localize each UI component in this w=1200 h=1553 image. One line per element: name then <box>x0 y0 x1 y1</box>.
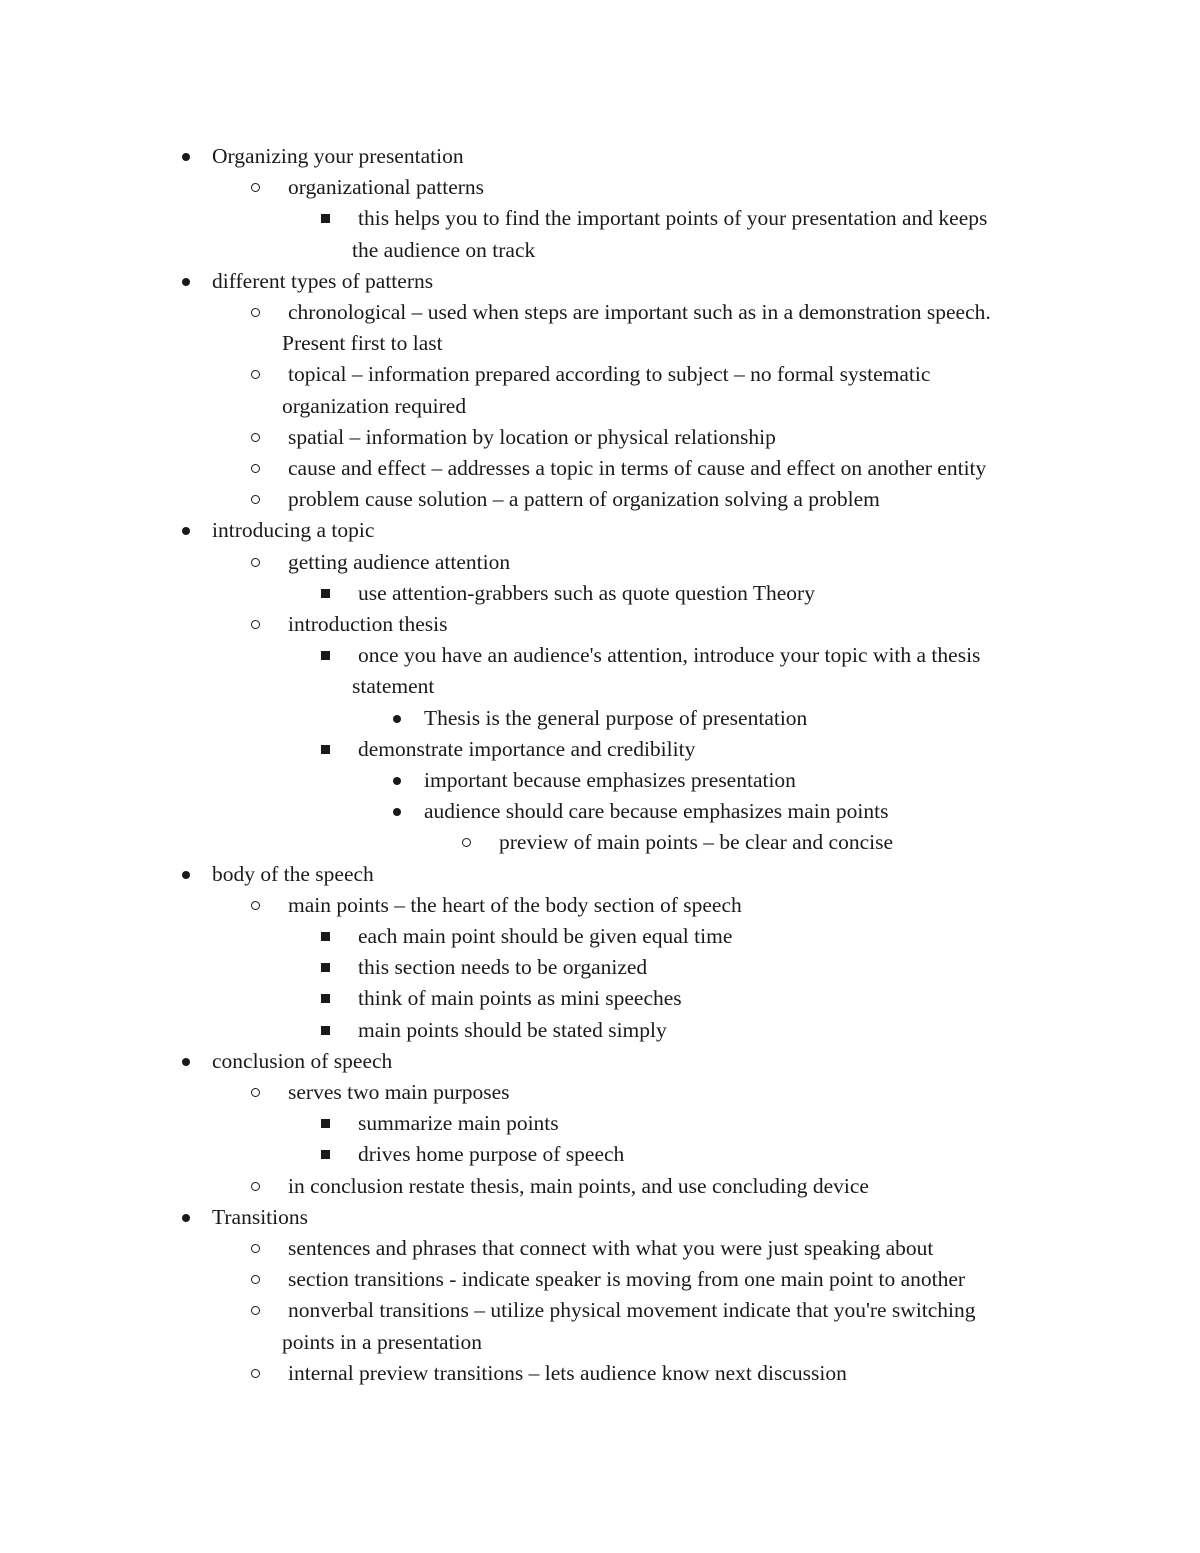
disc-bullet-icon <box>387 796 407 827</box>
outline-item-level-3: drives home purpose of speech <box>358 1142 625 1167</box>
outline-item-level-2: main points – the heart of the body section of speech <box>288 892 742 917</box>
outline-item-level-1: conclusion of speech <box>212 1048 393 1073</box>
outline-item-level-2: section transitions - indicate speaker is moving from one main point to another <box>288 1267 966 1292</box>
circle-bullet-icon <box>246 453 266 484</box>
outline-item-level-2: organizational patterns <box>288 175 485 200</box>
outline-item-level-3: think of main points as mini speeches <box>358 986 682 1011</box>
outline-item-continuation: statement <box>352 674 435 699</box>
square-bullet-icon <box>316 734 336 765</box>
circle-bullet-icon <box>246 609 266 640</box>
circle-bullet-icon <box>457 827 477 858</box>
circle-bullet-icon <box>246 484 266 515</box>
disc-bullet-icon <box>176 1046 196 1077</box>
outline-item-level-2: introduction thesis <box>288 612 448 636</box>
outline-item-continuation: organization required <box>282 393 467 418</box>
outline-item-level-2: topical – information prepared according to subject – no formal systematic <box>288 362 931 387</box>
outline-item-level-5: preview of main points – be clear and concise <box>499 830 894 855</box>
outline-item-level-4: important because emphasizes presentation <box>424 768 796 792</box>
disc-bullet-icon <box>387 703 407 734</box>
disc-bullet-icon <box>176 515 196 546</box>
outline-item-level-2: in conclusion restate thesis, main points, and use concluding device <box>288 1173 869 1198</box>
circle-bullet-icon <box>246 1264 266 1295</box>
outline-item-level-2: nonverbal transitions – utilize physical movement indicate that you're switching <box>288 1298 976 1323</box>
circle-bullet-icon <box>246 547 266 578</box>
outline-item-level-2: internal preview transitions – lets audience know next discussion <box>288 1360 847 1385</box>
outline-item-level-2: sentences and phrases that connect with what you were just speaking about <box>288 1236 934 1260</box>
outline-item-level-3: this section needs to be organized <box>358 955 648 980</box>
square-bullet-icon <box>316 1015 336 1046</box>
outline-item-continuation: the audience on track <box>352 237 536 262</box>
outline-item-level-3: demonstrate importance and credibility <box>358 736 696 761</box>
outline-item-level-4: Thesis is the general purpose of presentation <box>424 705 808 730</box>
outline-item-level-2: problem cause solution – a pattern of organization solving a problem <box>288 487 880 512</box>
outline-item-continuation: points in a presentation <box>282 1329 483 1354</box>
outline-item-level-1: introducing a topic <box>212 518 375 543</box>
square-bullet-icon <box>316 952 336 983</box>
outline-item-level-2: chronological – used when steps are important such as in a demonstration speech. <box>288 300 991 324</box>
square-bullet-icon <box>316 983 336 1014</box>
circle-bullet-icon <box>246 1077 266 1108</box>
outline-item-level-3: summarize main points <box>358 1111 559 1136</box>
circle-bullet-icon <box>246 297 266 328</box>
circle-bullet-icon <box>246 359 266 390</box>
circle-bullet-icon <box>246 890 266 921</box>
outline-item-level-1: Transitions <box>212 1204 308 1229</box>
square-bullet-icon <box>316 1108 336 1139</box>
circle-bullet-icon <box>246 1233 266 1264</box>
square-bullet-icon <box>316 1139 336 1170</box>
square-bullet-icon <box>316 203 336 234</box>
outline-item-level-3: use attention-grabbers such as quote question Theory <box>358 580 815 605</box>
outline-item-level-3: once you have an audience's attention, introduce your topic with a thesis <box>358 643 981 668</box>
circle-bullet-icon <box>246 1171 266 1202</box>
disc-bullet-icon <box>176 1202 196 1233</box>
outline-item-level-2: serves two main purposes <box>288 1080 510 1104</box>
circle-bullet-icon <box>246 1358 266 1389</box>
outline-item-level-2: cause and effect – addresses a topic in terms of cause and effect on another entity <box>288 456 987 480</box>
disc-bullet-icon <box>176 859 196 890</box>
outline-item-level-3: each main point should be given equal time <box>358 924 733 948</box>
outline-item-level-2: spatial – information by location or physical relationship <box>288 424 776 449</box>
outline-item-level-1: different types of patterns <box>212 268 434 293</box>
disc-bullet-icon <box>176 266 196 297</box>
square-bullet-icon <box>316 578 336 609</box>
outline-item-level-3: this helps you to find the important points of your presentation and keeps <box>358 206 988 231</box>
square-bullet-icon <box>316 640 336 671</box>
circle-bullet-icon <box>246 422 266 453</box>
disc-bullet-icon <box>387 765 407 796</box>
outline-item-continuation: Present first to last <box>282 331 443 356</box>
disc-bullet-icon <box>176 141 196 172</box>
circle-bullet-icon <box>246 172 266 203</box>
outline-item-level-3: main points should be stated simply <box>358 1017 667 1042</box>
outline-item-level-4: audience should care because emphasizes main points <box>424 799 889 824</box>
outline-item-level-2: getting audience attention <box>288 549 511 574</box>
circle-bullet-icon <box>246 1295 266 1326</box>
outline-item-level-1: body of the speech <box>212 861 374 886</box>
outline-item-level-1: Organizing your presentation <box>212 144 464 168</box>
square-bullet-icon <box>316 921 336 952</box>
